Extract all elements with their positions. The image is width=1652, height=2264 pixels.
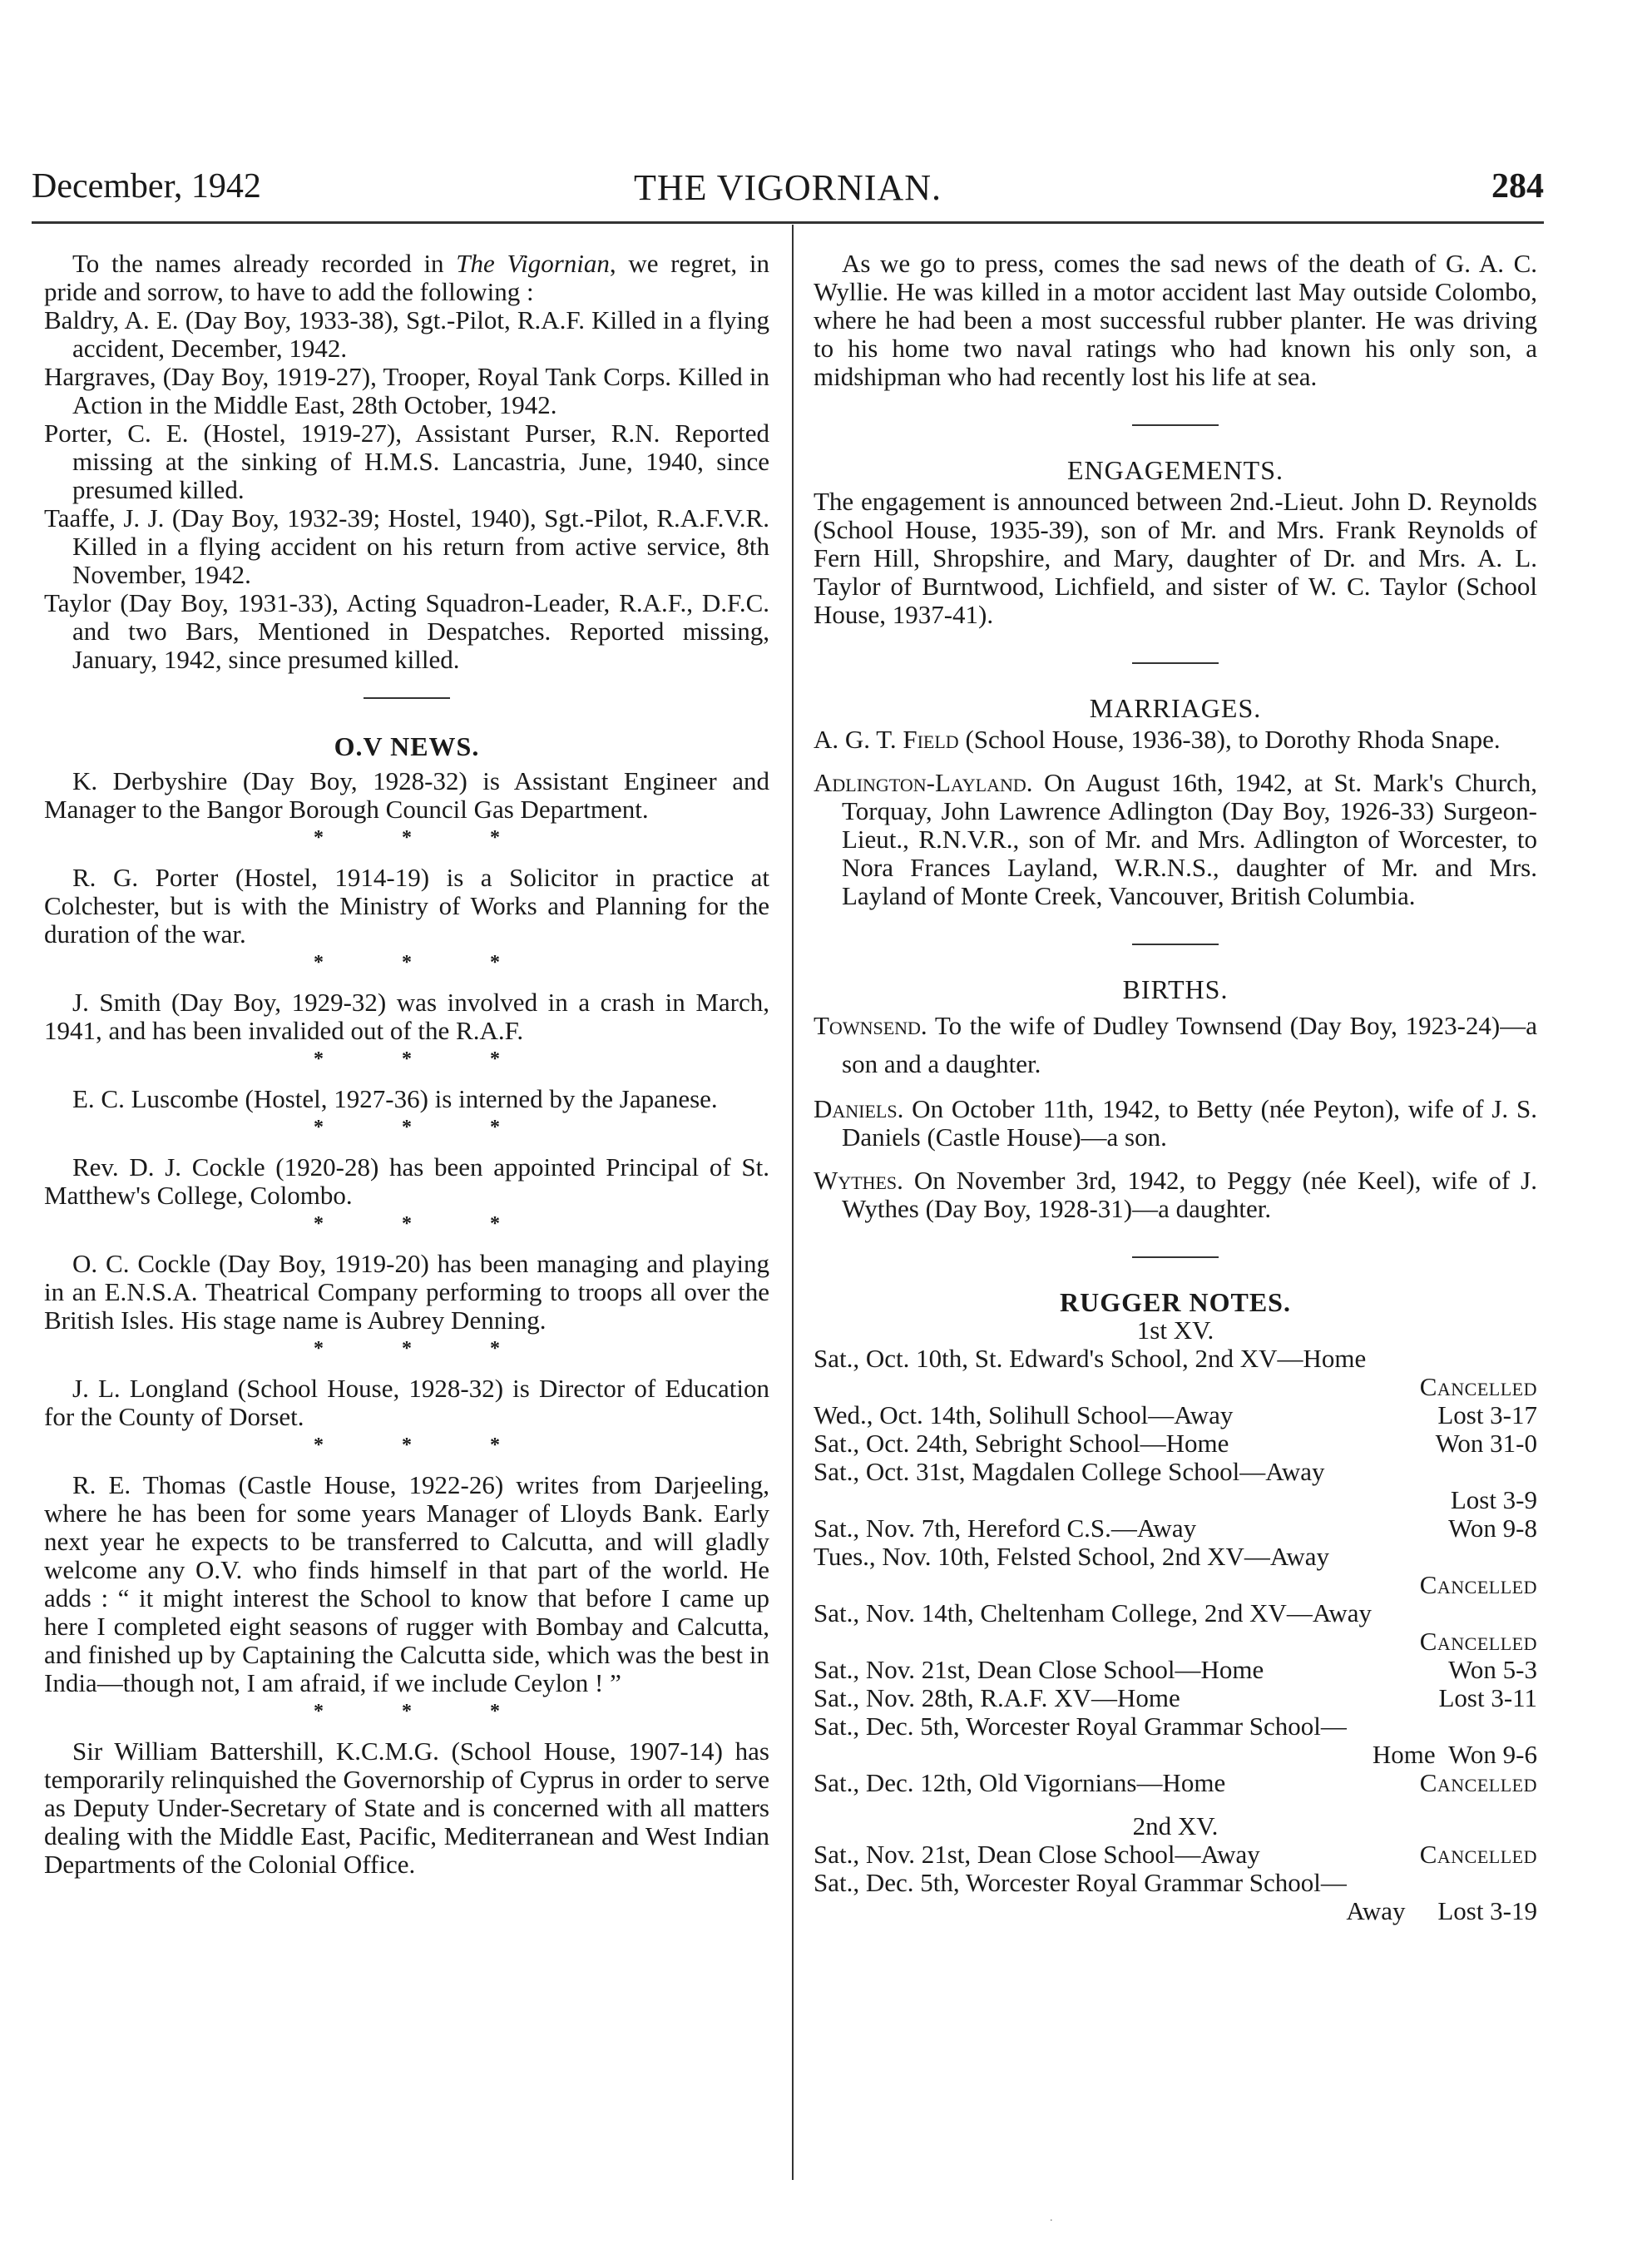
fixture-result: Won 5-3 [1448, 1655, 1537, 1684]
page [32, 166, 1544, 2180]
fixture-row [814, 1599, 1537, 1656]
birth-entry: Townsend. To the wife of Dudley Townsend (Day Boy, 1923-24)—a son and a daughter. [814, 1011, 1537, 1078]
fixture-result: Won 31-0 [1435, 1429, 1537, 1458]
fixture-result: Cancelled [1419, 1627, 1537, 1656]
section-rule [1132, 424, 1219, 426]
news-item: J. Smith (Day Boy, 1929-32) was involved in a crash in March, 1941, and has been invalided out of the R.A.F. [44, 988, 769, 1045]
separator-stars: * * * [314, 1117, 537, 1138]
fixture-row [814, 1345, 1537, 1401]
page-number: 284 [1491, 167, 1544, 206]
fixture-text: Sat., Dec. 5th, Worcester Royal Grammar School— [814, 1712, 1347, 1741]
fixture-text: Sat., Nov. 14th, Cheltenham College, 2nd XV—Away [814, 1598, 1373, 1627]
fixture-result: Lost 3-17 [1437, 1400, 1537, 1429]
fixture-result: Lost 3-11 [1438, 1683, 1537, 1712]
fixture-row [814, 1840, 1537, 1869]
second-xv-fixtures [814, 1840, 1537, 1925]
section-rule [1132, 944, 1219, 945]
fixture-text: Sat., Nov. 21st, Dean Close School—Home [814, 1655, 1264, 1684]
fixture-row [814, 1401, 1537, 1429]
news-item: Sir William Battershill, K.C.M.G. (School House, 1907-14) has temporarily relinquished the Governorship of Cyprus in order to serve as Deputy Under-Secretary of State and is concerned with all matters dealing with the Middle East, Pacific, Mediterranean and West Indian Departments of the Colonial Office. [44, 1736, 769, 1879]
header-rule [32, 221, 1544, 224]
fixture-result: Cancelled [1419, 1372, 1537, 1401]
fixture-venue-result [814, 1741, 1537, 1769]
separator-stars: * * * [314, 827, 537, 849]
fixture-venue: Away [1346, 1896, 1406, 1925]
separator-stars: * * * [314, 1048, 537, 1070]
honour-entry: Taaffe, J. J. (Day Boy, 1932-39; Hostel, 1940), Sgt.-Pilot, R.A.F.V.R. Killed in a flying accident on his return from active service, 8th November, 1942. [44, 503, 769, 589]
separator-stars: * * * [314, 1701, 537, 1722]
news-item: R. G. Porter (Hostel, 1914-19) is a Solicitor in practice at Colchester, but is with the Ministry of Works and Planning for the duration of the war. [44, 863, 769, 949]
section-rule [364, 697, 450, 699]
marriage-entry: Adlington-Layland. On August 16th, 1942, at St. Mark's Church, Torquay, John Lawrence Adlington (Day Boy, 1926-33) Surgeon-Lieut., R.N.V.R., son of Mr. and Mrs. Adlington of Worcester, to Nora Frances Layland, W.R.N.S., daughter of Mr. and Mrs. Layland of Monte Creek, Vancouver, British Columbia. [814, 768, 1537, 910]
second-xv-label: 2nd XV. [1132, 1811, 1219, 1840]
fixture-venue: Home [1372, 1740, 1436, 1769]
separator-stars: * * * [314, 952, 537, 973]
fixture-text: Sat., Oct. 24th, Sebright School—Home [814, 1429, 1229, 1458]
news-item: R. E. Thomas (Castle House, 1922-26) writes from Darjeeling, where he has been for some years Manager of Lloyds Bank. Early next year he expects to be transferred to Calcutta, and will gladly welcome any O.V. who finds himself in that part of the world. He adds : “ it might interest the School to know that before I came up here I completed eight seasons of rugger with Bombay and Calcutta, and finished up by Captaining the Calcutta side, which was the best in India—though not, I am afraid, if we include Ceylon ! ” [44, 1470, 769, 1697]
birth-entry: Daniels. On October 11th, 1942, to Betty (née Peyton), wife of J. S. Daniels (Castle House)—a son. [814, 1094, 1537, 1152]
news-item: O. C. Cockle (Day Boy, 1919-20) has been managing and playing in an E.N.S.A. Theatrical Company performing to troops all over the British Isles. His stage name is Aubrey Denning. [44, 1249, 769, 1335]
marriages-heading: MARRIAGES. [1089, 693, 1262, 723]
fixture-row [814, 1656, 1537, 1684]
marriage-entry: A. G. T. Field (School House, 1936-38), to Dorothy Rhoda Snape. [814, 725, 1501, 754]
news-item: K. Derbyshire (Day Boy, 1928-32) is Assistant Engineer and Manager to the Bangor Borough Council Gas Department. [44, 766, 769, 824]
column-divider [792, 225, 794, 2180]
fixture-text: Sat., Oct. 31st, Magdalen College School—Away [814, 1457, 1325, 1486]
fixture-venue-result [814, 1897, 1537, 1925]
honour-entry: Baldry, A. E. (Day Boy, 1933-38), Sgt.-Pilot, R.A.F. Killed in a flying accident, December, 1942. [44, 305, 769, 363]
fixture-row [814, 1543, 1537, 1599]
page-mark: . [1050, 2212, 1053, 2224]
fixture-text: Sat., Nov. 21st, Dean Close School—Away [814, 1840, 1260, 1869]
fixture-text: Sat., Nov. 28th, R.A.F. XV—Home [814, 1683, 1180, 1712]
engagement-notice: The engagement is announced between 2nd.-Lieut. John D. Reynolds (School House, 1935-39), son of Mr. and Mrs. Frank Reynolds of Fern Hill, Shropshire, and Mary, daughter of Dr. and Mrs. A. L. Taylor of Burntwood, Lichfield, and sister of W. C. Taylor (School House, 1937-41). [814, 487, 1537, 629]
roll-of-honour-intro: To the names already recorded in The Vigornian, we regret, in pride and sorrow, to have to add the following : [44, 249, 769, 306]
rugger-heading: RUGGER NOTES. [1060, 1287, 1291, 1317]
fixture-row [814, 1712, 1537, 1769]
fixture-row [814, 1458, 1537, 1514]
fixture-text: Sat., Dec. 5th, Worcester Royal Grammar School— [814, 1868, 1347, 1897]
fixture-result: Won 9-8 [1448, 1513, 1537, 1543]
fixture-result: Lost 3-19 [1437, 1896, 1537, 1925]
stop-press-notice: As we go to press, comes the sad news of the death of G. A. C. Wyllie. He was killed in a motor accident last May outside Colombo, where he had been a most successful rubber planter. He was driving to his home two naval ratings who had known his only son, a midshipman who had recently lost his life at sea. [814, 249, 1537, 391]
fixture-text: Sat., Oct. 10th, St. Edward's School, 2nd XV—Home [814, 1344, 1367, 1373]
right-column [814, 250, 1537, 1925]
honour-entry: Porter, C. E. (Hostel, 1919-27), Assistant Purser, R.N. Reported missing at the sinking of H.M.S. Lancastria, June, 1940, since presumed killed. [44, 419, 769, 504]
first-xv-label: 1st XV. [1136, 1315, 1214, 1345]
fixture-result: Cancelled [1419, 1840, 1537, 1869]
ov-news-heading: O.V NEWS. [334, 731, 480, 761]
separator-stars: * * * [314, 1213, 537, 1235]
journal-title: THE VIGORNIAN. [633, 167, 942, 208]
fixture-result: Won 9-6 [1448, 1740, 1537, 1769]
separator-stars: * * * [314, 1434, 537, 1456]
fixture-row [814, 1429, 1537, 1458]
fixture-result: Cancelled [1419, 1768, 1537, 1797]
fixture-text: Tues., Nov. 10th, Felsted School, 2nd XV—Away [814, 1542, 1330, 1571]
section-rule [1132, 662, 1219, 664]
section-rule [1132, 1256, 1219, 1258]
fixture-text: Sat., Nov. 7th, Hereford C.S.—Away [814, 1513, 1197, 1543]
news-item: E. C. Luscombe (Hostel, 1927-36) is interned by the Japanese. [72, 1084, 718, 1113]
fixture-row [814, 1684, 1537, 1712]
first-xv-fixtures [814, 1345, 1537, 1797]
news-item: J. L. Longland (School House, 1928-32) is Director of Education for the County of Dorset. [44, 1374, 769, 1431]
honour-entry: Taylor (Day Boy, 1931-33), Acting Squadron-Leader, R.A.F., D.F.C. and two Bars, Mentioned in Despatches. Reported missing, January, 1942, since presumed killed. [44, 588, 769, 674]
fixture-row [814, 1514, 1537, 1543]
fixture-text: Wed., Oct. 14th, Solihull School—Away [814, 1400, 1234, 1429]
births-heading: BIRTHS. [1122, 974, 1229, 1004]
issue-date: December, 1942 [32, 167, 261, 206]
fixture-result: Lost 3-9 [1450, 1485, 1537, 1514]
fixture-row [814, 1869, 1537, 1925]
fixture-row [814, 1769, 1537, 1797]
running-header [32, 166, 1544, 216]
engagements-heading: ENGAGEMENTS. [1067, 455, 1284, 485]
left-column [44, 250, 769, 1879]
fixture-result: Cancelled [1419, 1570, 1537, 1599]
news-item: Rev. D. J. Cockle (1920-28) has been appointed Principal of St. Matthew's College, Colombo. [44, 1152, 769, 1210]
birth-entry: Wythes. On November 3rd, 1942, to Peggy (née Keel), wife of J. Wythes (Day Boy, 1928-31)—a daughter. [814, 1166, 1537, 1223]
fixture-text: Sat., Dec. 12th, Old Vigornians—Home [814, 1768, 1226, 1797]
honour-entry: Hargraves, (Day Boy, 1919-27), Trooper, Royal Tank Corps. Killed in Action in the Middle East, 28th October, 1942. [44, 362, 769, 419]
separator-stars: * * * [314, 1338, 537, 1360]
